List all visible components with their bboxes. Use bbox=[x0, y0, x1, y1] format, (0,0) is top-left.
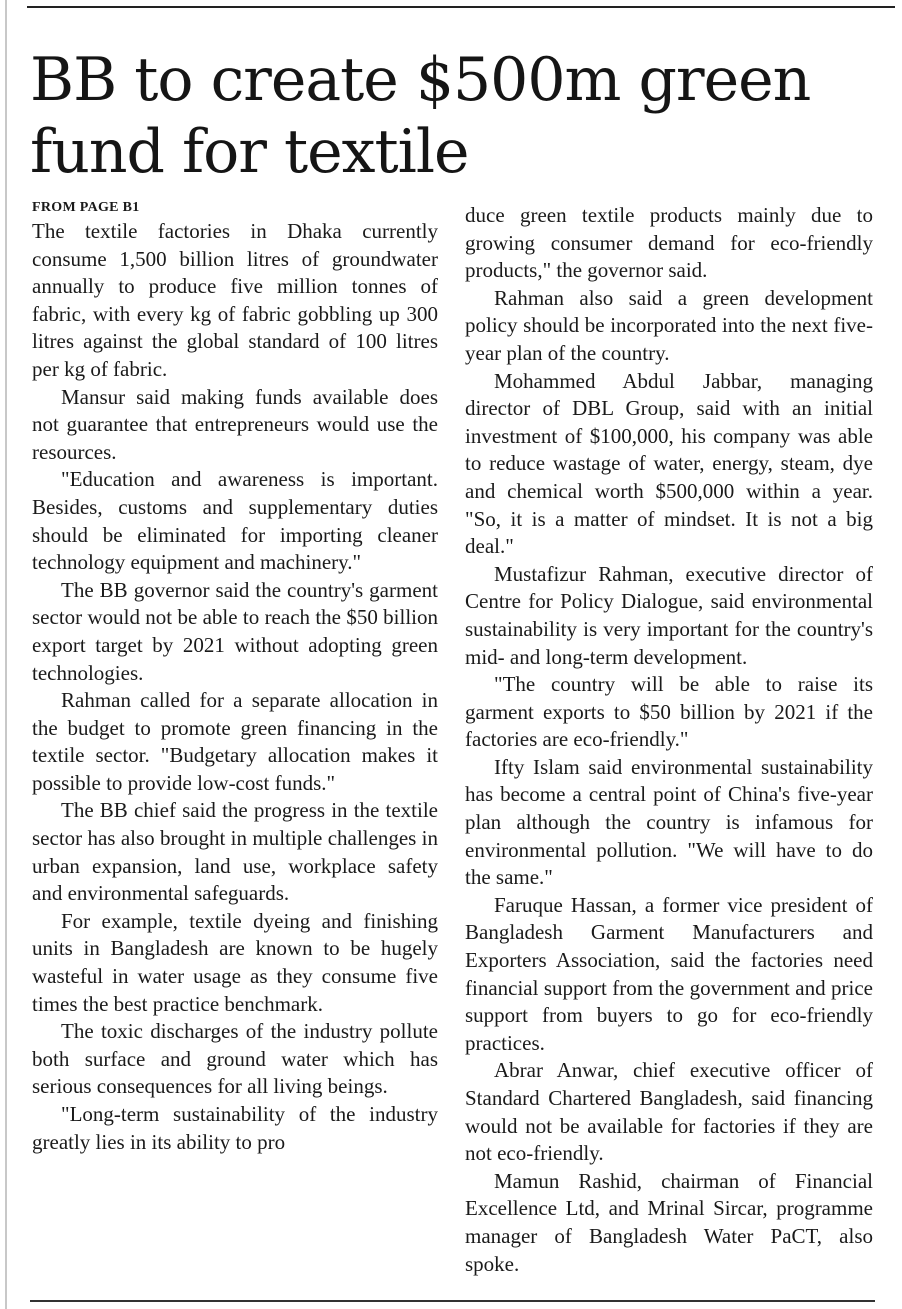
paragraph: "The country will be able to raise its garment exports to $50 billion by 2021 if the factories are eco-friendly." bbox=[465, 672, 873, 752]
paragraph: "Long-term sustainability of the industry greatly lies in its ability to pro bbox=[32, 1102, 438, 1154]
paragraph: Faruque Hassan, a former vice president of Bangladesh Garment Manufacturers and Exporters Association, said the factories need financial support from the government and price support from buyers to go for eco-friendly practices. bbox=[465, 892, 873, 1055]
paragraph: Mohammed Abdul Jabbar, managing director of DBL Group, said with an initial investment of $100,000, his company was able to reduce wastage of water, energy, steam, dye and chemical worth $500,000 within a year. "So, it is a matter of mindset. It is not a big deal." bbox=[465, 368, 873, 559]
continued-from-label: FROM PAGE B1 bbox=[32, 200, 140, 215]
paragraph: Mamun Rashid, chairman of Financial Excellence Ltd, and Mrinal Sircar, programme manager of Bangladesh Water PaCT, also spoke. bbox=[465, 1168, 873, 1276]
left-border-rule bbox=[5, 0, 7, 1309]
paragraph: Rahman also said a green development policy should be incorporated into the next five-year plan of the country. bbox=[465, 285, 873, 365]
paragraph: "Education and awareness is important. Besides, customs and supplementary duties should be eliminated for importing cleaner technology equipment and machinery." bbox=[32, 467, 438, 575]
top-border-rule bbox=[27, 6, 895, 8]
article-column-left bbox=[32, 198, 438, 1156]
paragraph: The textile factories in Dhaka currently consume 1,500 billion litres of groundwater annually to produce five million tonnes of fabric, with every kg of fabric gobbling up 300 litres against the global standard of 100 litres per kg of fabric. bbox=[32, 219, 438, 381]
paragraph: Mustafizur Rahman, executive director of Centre for Policy Dialogue, said environmental sustainability is very important for the country's mid- and long-term development. bbox=[465, 561, 873, 669]
paragraph: Abrar Anwar, chief executive officer of Standard Chartered Bangladesh, said financing would not be available for factories if they are not eco-friendly. bbox=[465, 1058, 873, 1166]
bottom-border-rule bbox=[30, 1300, 875, 1302]
paragraph: The toxic discharges of the industry pollute both surface and ground water which has serious consequences for all living beings. bbox=[32, 1019, 438, 1099]
article-headline: BB to create $500m green fund for textile bbox=[30, 45, 811, 187]
paragraph: Rahman called for a separate allocation in the budget to promote green financing in the textile sector. "Budgetary allocation makes it possible to provide low-cost funds." bbox=[32, 688, 438, 795]
paragraph: The BB chief said the progress in the textile sector has also brought in multiple challenges in urban expansion, land use, workplace safety and environmental safeguards. bbox=[32, 798, 438, 906]
paragraph: For example, textile dyeing and finishing units in Bangladesh are known to be hugely wasteful in water usage as they consume five times the best practice benchmark. bbox=[32, 908, 438, 1016]
paragraph: Ifty Islam said environmental sustainability has become a central point of China's five-year plan although the country is infamous for environmental pollution. "We will have to do the same." bbox=[465, 754, 873, 890]
paragraph: The BB governor said the country's garment sector would not be able to reach the $50 billion export target by 2021 without adopting green technologies. bbox=[32, 577, 438, 685]
article-column-right bbox=[465, 202, 873, 1278]
paragraph: duce green textile products mainly due to growing consumer demand for eco-friendly products," the governor said. bbox=[465, 203, 873, 283]
paragraph: Mansur said making funds available does not guarantee that entrepreneurs would use the resources. bbox=[32, 384, 438, 464]
